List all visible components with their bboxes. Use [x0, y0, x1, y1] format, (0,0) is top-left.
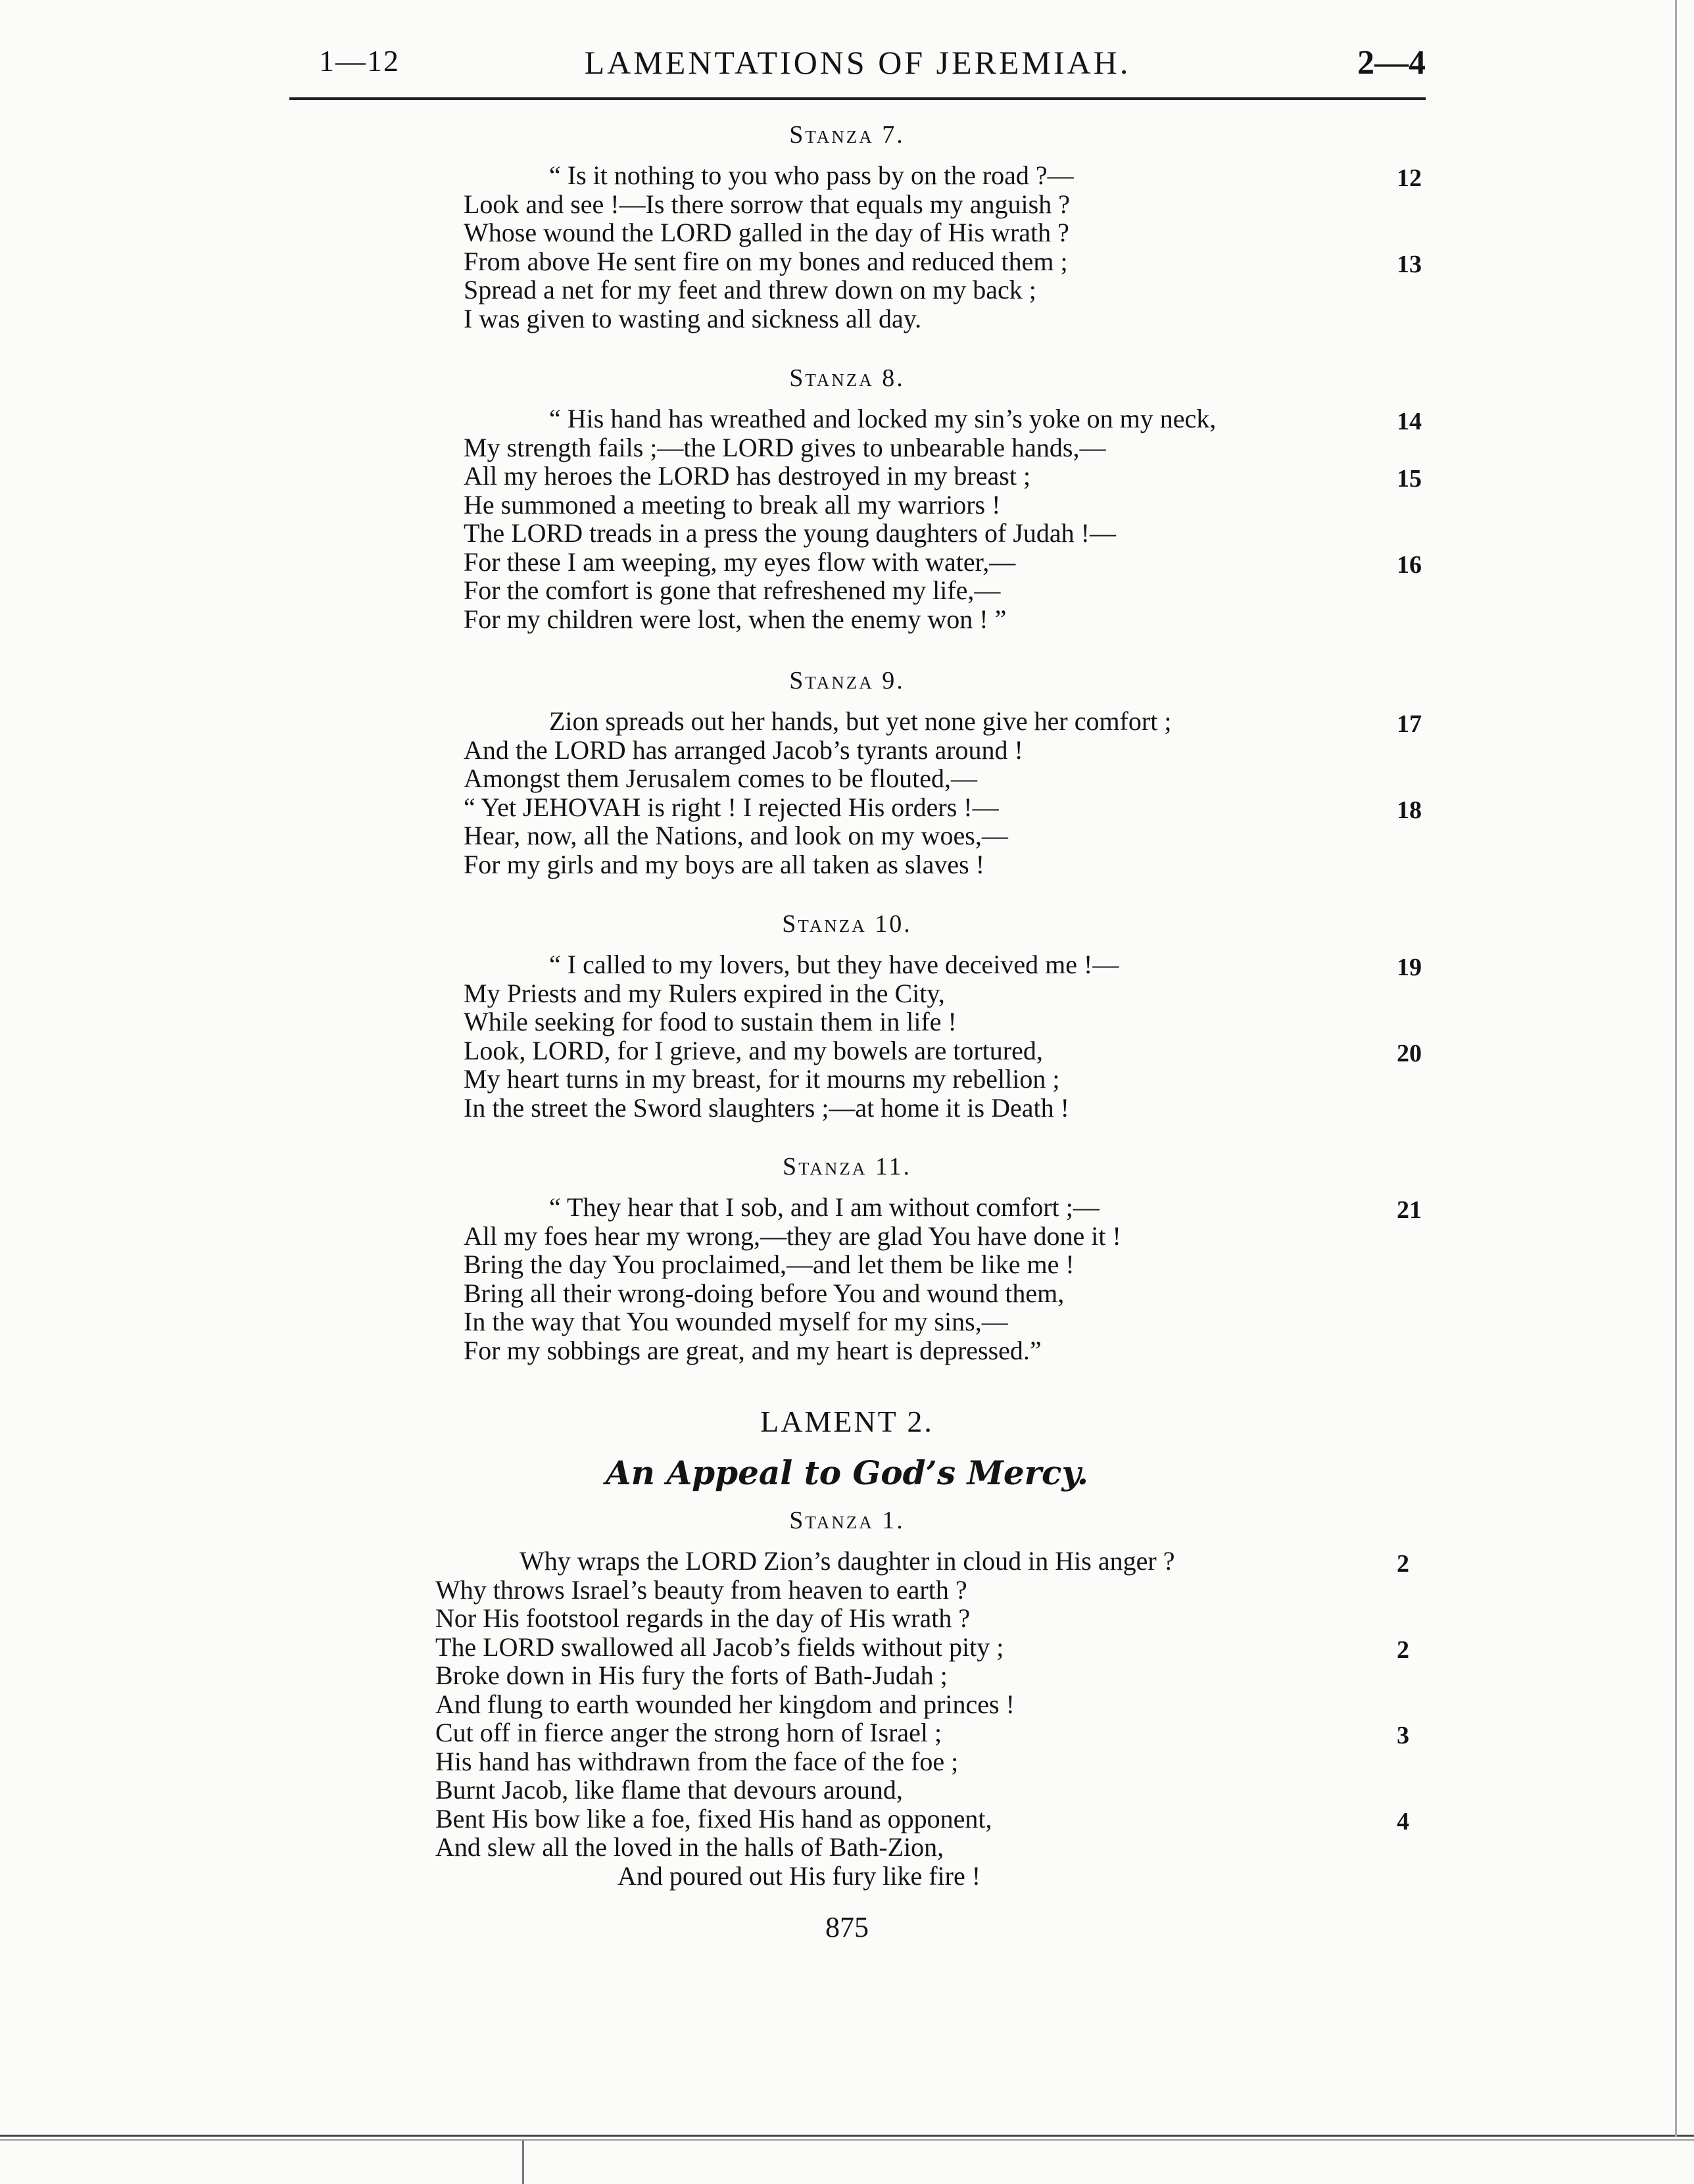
- scan-right-edge: [1675, 0, 1677, 2137]
- stanza-10-heading: Stanza 10.: [782, 910, 912, 938]
- stanza-11-line: For my sobbings are great, and my heart is depressed.”: [464, 1335, 1042, 1365]
- lament-stanza-1-line: Nor His footstool regards in the day of His wrath ?: [435, 1603, 971, 1633]
- lament-stanza-1-line: And poured out His fury like fire !: [617, 1860, 981, 1891]
- lament-title: LAMENT 2.: [760, 1405, 934, 1438]
- stanza-8-verse-number: 15: [1397, 465, 1422, 493]
- header-title: LAMENTATIONS OF JEREMIAH.: [584, 44, 1131, 81]
- stanza-11-line: Bring all their wrong-doing before You and wound them,: [464, 1278, 1065, 1308]
- stanza-7-verse-number: 13: [1397, 250, 1422, 278]
- stanza-9-line: Hear, now, all the Nations, and look on my woes,—: [464, 821, 1008, 850]
- stanza-7-line: Look and see !—Is there sorrow that equals my anguish ?: [464, 189, 1070, 219]
- lament-stanza-1-line: Burnt Jacob, like flame that devours around,: [435, 1775, 903, 1805]
- stanza-8-verse-number: 16: [1397, 550, 1422, 579]
- stanza-9-line: Amongst them Jerusalem comes to be flouted,—: [464, 764, 977, 793]
- stanza-8-line: For the comfort is gone that refreshened my life,—: [464, 575, 1001, 605]
- stanza-8-line: He summoned a meeting to break all my warriors !: [464, 489, 1001, 520]
- stanza-9-line: And the LORD has arranged Jacob’s tyrants around !: [464, 735, 1023, 765]
- stanza-8-line: The LORD treads in a press the young daughters of Judah !—: [464, 518, 1116, 548]
- lament-subtitle: An Appeal to God’s Mercy.: [605, 1453, 1089, 1492]
- stanza-8-line: All my heroes the LORD has destroyed in my breast ;: [464, 461, 1031, 491]
- lament-stanza-1-verse-number: 2: [1397, 1550, 1409, 1578]
- stanza-11-verse-number: 21: [1397, 1196, 1422, 1224]
- lament-stanza-1-line: Bent His bow like a foe, fixed His hand as opponent,: [435, 1803, 992, 1833]
- stanza-10-verse-number: 20: [1397, 1039, 1422, 1067]
- header-rule: [289, 97, 1426, 100]
- scan-gutter-mark: [522, 2141, 524, 2184]
- lament-stanza-1-line: Why wraps the LORD Zion’s daughter in cloud in His anger ?: [520, 1546, 1175, 1576]
- lament-stanza-1-line: And flung to earth wounded her kingdom and princes !: [435, 1689, 1015, 1719]
- lament-stanza-1-heading: Stanza 1.: [789, 1507, 905, 1534]
- stanza-8-line: For my children were lost, when the enemy won ! ”: [464, 604, 1007, 634]
- lament-stanza-1-line: Broke down in His fury the forts of Bath-Judah ;: [435, 1661, 948, 1690]
- stanza-9-line: Zion spreads out her hands, but yet none give her comfort ;: [549, 706, 1172, 736]
- stanza-10-line: While seeking for food to sustain them in life !: [464, 1007, 957, 1036]
- stanza-7-verse-number: 12: [1397, 164, 1422, 192]
- lament-stanza-1-verse-number: 2: [1397, 1636, 1409, 1664]
- stanza-7-line: Spread a net for my feet and threw down on my back ;: [464, 275, 1036, 304]
- stanza-10-line: In the street the Sword slaughters ;—at home it is Death !: [464, 1092, 1069, 1123]
- stanza-8-heading: Stanza 8.: [789, 364, 905, 392]
- stanza-9-heading: Stanza 9.: [789, 667, 905, 694]
- lament-stanza-1-line: The LORD swallowed all Jacob’s fields without pity ;: [435, 1632, 1004, 1662]
- stanza-7-line: I was given to wasting and sickness all day.: [464, 303, 922, 333]
- stanza-10-line: My Priests and my Rulers expired in the City,: [464, 978, 945, 1008]
- stanza-8-verse-number: 14: [1397, 408, 1422, 435]
- header-right-range: 2—4: [1357, 44, 1426, 82]
- stanza-11-line: Bring the day You proclaimed,—and let them be like me !: [464, 1250, 1075, 1279]
- lament-stanza-1-verse-number: 4: [1397, 1807, 1409, 1835]
- stanza-10-verse-number: 19: [1397, 954, 1422, 981]
- lament-stanza-1-line: Cut off in fierce anger the strong horn of Israel ;: [435, 1718, 942, 1747]
- stanza-11-heading: Stanza 11.: [782, 1153, 912, 1180]
- lament-stanza-1-line: His hand has withdrawn from the face of the foe ;: [435, 1746, 959, 1776]
- lament-stanza-1-verse-number: 3: [1397, 1722, 1409, 1749]
- stanza-9-verse-number: 18: [1397, 796, 1422, 824]
- scan-bottom-edge-shadow: [0, 2139, 1694, 2141]
- stanza-7-heading: Stanza 7.: [789, 121, 905, 149]
- stanza-8-line: My strength fails ;—the LORD gives to unbearable hands,—: [464, 432, 1106, 462]
- stanza-10-line: “ I called to my lovers, but they have deceived me !—: [549, 950, 1119, 979]
- stanza-9-verse-number: 17: [1397, 710, 1422, 738]
- stanza-8-line: For these I am weeping, my eyes flow with water,—: [464, 546, 1016, 577]
- stanza-9-line: “ Yet JEHOVAH is right ! I rejected His orders !—: [464, 792, 999, 822]
- stanza-11-line: In the way that You wounded myself for my sins,—: [464, 1307, 1008, 1336]
- stanza-7-line: “ Is it nothing to you who pass by on the road ?—: [549, 160, 1074, 190]
- stanza-10-line: My heart turns in my breast, for it mourns my rebellion ;: [464, 1064, 1060, 1094]
- stanza-7-line: Whose wound the LORD galled in the day of His wrath ?: [464, 218, 1069, 247]
- header-left-range: 1—12: [319, 44, 400, 78]
- page-number: 875: [825, 1911, 869, 1943]
- stanza-11-line: All my foes hear my wrong,—they are glad You have done it !: [464, 1221, 1121, 1251]
- stanza-11-line: “ They hear that I sob, and I am without comfort ;—: [549, 1192, 1100, 1222]
- stanza-10-line: Look, LORD, for I grieve, and my bowels are tortured,: [464, 1035, 1043, 1065]
- stanza-8-line: “ His hand has wreathed and locked my sin’s yoke on my neck,: [549, 404, 1217, 433]
- stanza-7-line: From above He sent fire on my bones and reduced them ;: [464, 246, 1068, 276]
- running-header: [289, 43, 1426, 89]
- stanza-9-line: For my girls and my boys are all taken as slaves !: [464, 849, 985, 879]
- scan-bottom-edge: [0, 2135, 1694, 2137]
- lament-stanza-1-line: Why throws Israel’s beauty from heaven to earth ?: [435, 1574, 967, 1605]
- lament-stanza-1-line: And slew all the loved in the halls of Bath-Zion,: [435, 1832, 944, 1862]
